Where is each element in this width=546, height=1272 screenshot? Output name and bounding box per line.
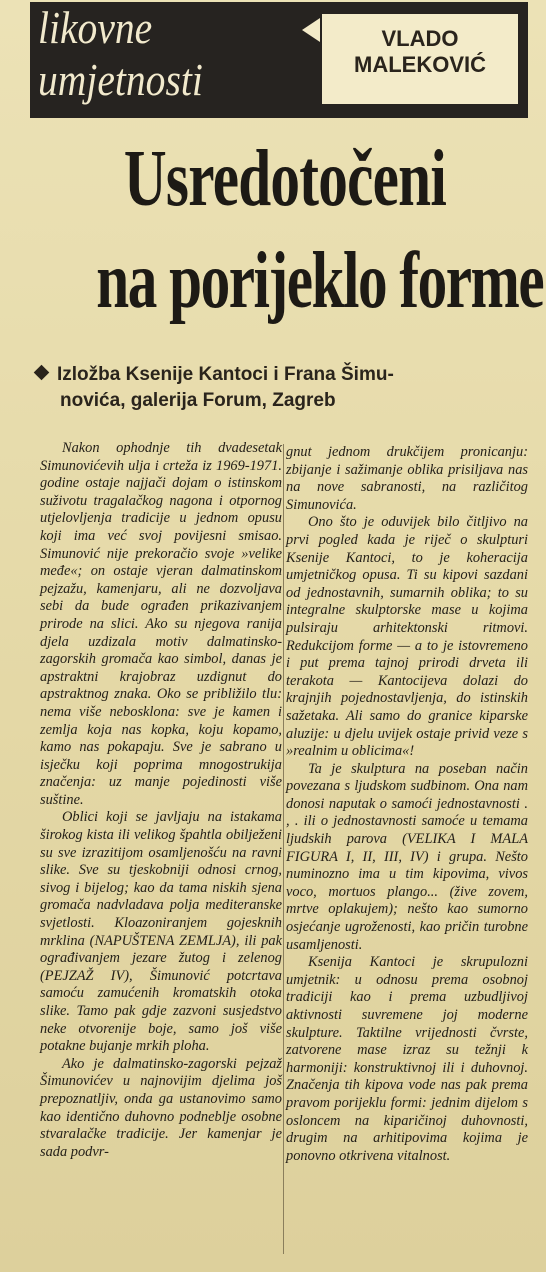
diamond-bullet-icon [34, 365, 50, 381]
author-box-notch [302, 18, 320, 42]
headline-line-2: na porijeklo forme [96, 237, 544, 325]
article-paragraph: Oblici koji se javljaju na istakama širokog kista ili velikog špahtla obilježeni su sve izrazitijom osamljenošću na ravni slike. Sve su tjeskobniji odnosi crnog, sivog i bijelog; kao da tama niskih sjena gromača nadvladava polja mediteranske svjetlosti. Kloazoniranjem gojesknih mrklina (NAPUŠTENA ZEMLJA), ili pak ograđivanjem jezare žutog i zelenog (PEJZAŽ IV), Šimunović potcrtava samoću zamućenih kromatskih otoka slike. Tamo pak gdje zazvoni susjedstvo neke otvorenije boje, samo još više potakne bujanje mrkih ploha. [40, 809, 282, 1055]
article-paragraph: Ono što je oduvijek bilo čitljivo na prvi pogled kada je riječ o skulpturi Ksenije Kantoci, to je koheracija umjetničkog opusa. Ti su kipovi sazdani od jednostavnih, sumarnih oblika; to su integralne skulptorske mase u kojima pulsiraju arhitektonski ritmovi. Redukcijom forme — a to je istovremeno i put prema tajnoj prirodi drveta ili terakota — Kantocijeva dolazi do krajnjih pojednostavljenja, do istinskih sažetaka. Ali samo do granice kiparske aluzije: u djelu uvijek ostaje privid veze s »realnim u oblicima«! [286, 514, 528, 760]
article-column-right [286, 444, 528, 1165]
article-paragraph: Ksenija Kantoci je skrupulozni umjetnik: u odnosu prema osobnoj tradiciji kao i prema uzbudljivoj aktivnosti suvremene joj moderne skulpture. Taktilne vrijednosti čvrste, zatvorene mase izraz su težnji k harmoniji: konstruktivnoj ili i duhovnoj. Značenja tih kipova vode nas pak prema pravom porijeklu formi: jednim dijelom s osloncem na kiparičinoj duhovnosti, drugim na arhitipovima kojima je ponovno otkrivena vitalnost. [286, 954, 528, 1164]
article-column-left [40, 440, 282, 1161]
article-subtitle [32, 362, 542, 414]
article-paragraph: Ako je dalmatinsko-zagorski pejzaž Šimunovićev u najnovijim djelima još prepoznatljiv, onda ga ustanovimo samo kao identično duhovno podneblje osobne stvaralačke tradicije. Jer kamenjar je sada podvr- [40, 1055, 282, 1160]
rubric-line-1: likovne [38, 2, 153, 53]
rubric-line-2: umjetnosti [38, 54, 203, 105]
article-paragraph: Ta je skulptura na poseban način povezana s ljudskom sudbinom. Ona nam donosi naputak o samoći jednostavnosti . , . ili o jednostavnosti samoće u temama ljudskih parova (VELIKA I MALA FIGURA I, II, III, IV) i grupa. Nešto numinozno ima u tim kipovima, vivos voco, mortuos plango... (živе zovem, mrtve oplakujem); nešto kao sumorno osjećanje ugroženosti, kao pričin turobne usamljenosti. [286, 760, 528, 953]
subtitle-line-2: novića, galerija Forum, Zagreb [60, 390, 336, 411]
column-divider [283, 444, 284, 1254]
article-paragraph: gnut jednom drukčijem proniсanju: zbijanje i sažimanje oblika prisiljava nas na nove sabranosti, na različitog Simunovića. [286, 444, 528, 513]
section-header [30, 2, 528, 118]
headline-line-1: Usredotočeni [123, 135, 447, 223]
author-box [322, 14, 518, 104]
subtitle-line-1: Izložba Ksenije Kantoci i Frana Šimu- [57, 364, 394, 385]
article-headline [96, 128, 544, 332]
author-last-name: MALEKOVIĆ [354, 52, 486, 77]
author-first-name: VLADO [381, 26, 459, 51]
section-rubric [38, 2, 253, 106]
article-paragraph: Nakon ophodnje tih dvadesetak Simunovićevih ulja i crteža iz 1969-1971. godine ostaje najjači dojam o istinskom suživotu tragalačkog nagona i otpornog utjelovljenja tradicije u jednom opusu koji ima već svoj povijesni smisao. Simunović nije prekoračio svoje »velike međe«; on ostaje vjeran dalmatinskom pejzažu, kamenjaru, ali ne dozvoljava sebi da bude ograđen prikazivanjem prirode na slici. Ako su njegova ranija djela uzdizala motiv dalmatinsko-zagorskih gromača kao simbol, danas je apstraktni krajobraz uzdignut do apstraktnog znaka. Oko se približilo tlu: nema više nebosklona: sve je kamen i zemlja koja nas kopka, koju kopamo, kamo nas pokapaju. Sve je sabrano u isječku koji poprima mnogostrukija značenja: uz manje pojedinosti više suštine. [40, 440, 282, 808]
